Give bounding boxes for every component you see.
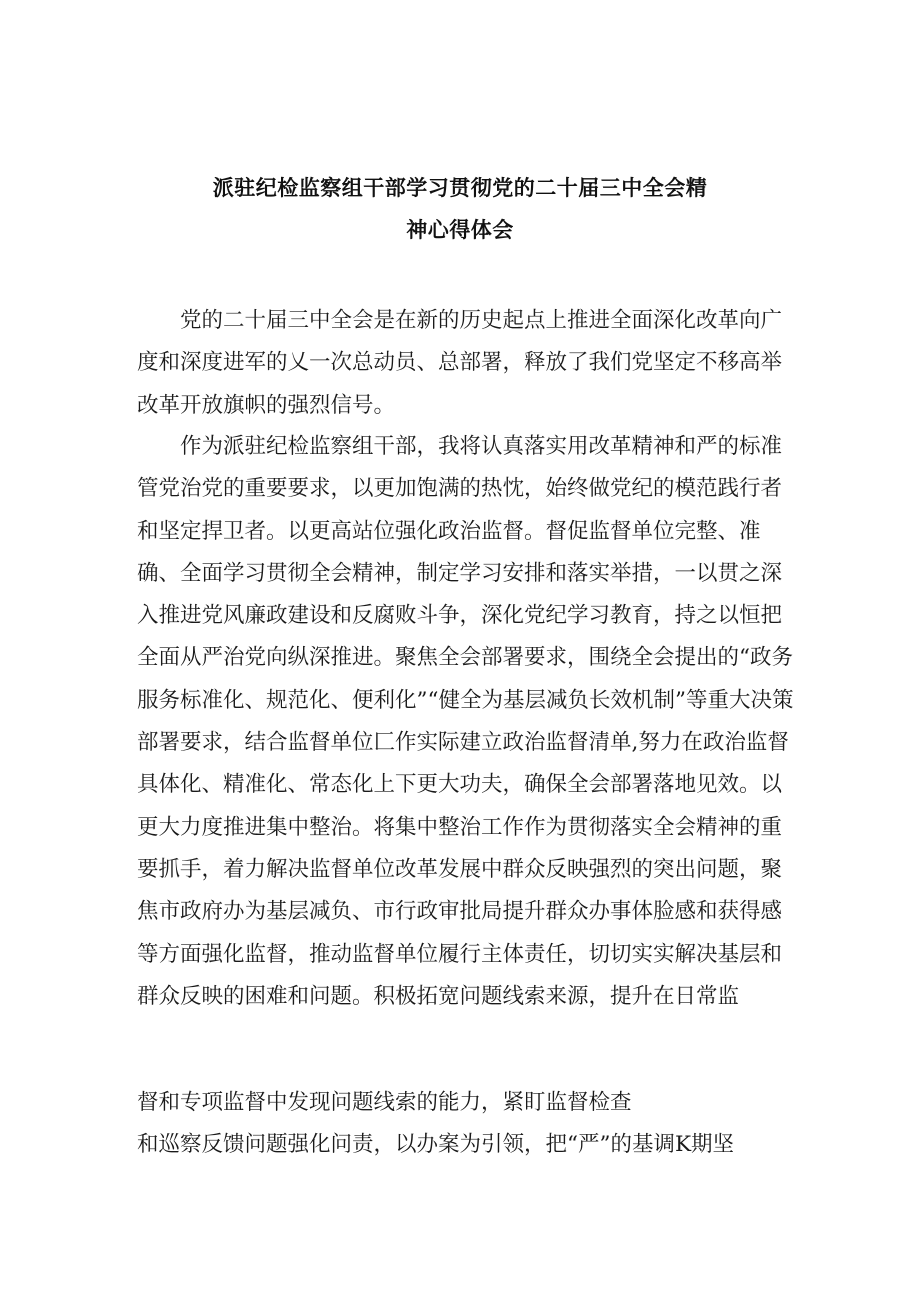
paragraph-1-block — [137, 300, 797, 427]
paragraph-2: 作为派驻纪检监察组干部，我将认真落实用改革精神和严的标准管党治党的重要要求，以更加饱满的热忱，始终做党纪的模范践行者和坚定捍卫者。以更高站位强化政治监督。督促监督单位完整、准确、全面学习贯彻全会精神，制定学习安排和落实举措，一以贯之深入推进党风廉政建设和反腐败斗争，深化党纪学习教育，持之以恒把全面从严治党向纵深推进。聚焦全会部署要求，围绕全会提出的“政务服务标准化、规范化、便利化”“健全为基层减负长效机制”等重大决策部署要求，结合监督单位匚作实际建立政治监督清单,努力在政治监督具体化、精准化、常态化上下更大功夫，确保全会部署落地见效。以更大力度推进集中整治。将集中整治工作作为贯彻落实全会精神的重要抓手，着力解决监督单位改革发展中群众反映强烈的突出问题，聚焦市政府办为基层减负、市行政审批局提升群众办事体脸感和获得感等方面强化监督，推动监督单位履行主体责任，切切实实解决基层和群众反映的困难和问题。积极拓宽问题线索来源，提升在日常监 — [137, 434, 794, 1009]
document-title-line-2: 神心得体会 — [406, 218, 514, 242]
paragraph-2-last-line: 和巡察反馈问题强化问责，以办案为引领，把“严”的基调K期坚 — [137, 1132, 735, 1157]
document-title-line-1: 派驻纪检监察组干部学习贯彻党的二十届三中全会精 — [212, 176, 708, 200]
paragraph-2-continued-line: 督和专项监督中发现问题线索的能力，紧盯监督检查 — [137, 1090, 632, 1115]
paragraph-2-block — [137, 426, 797, 1018]
paragraph-1: 党的二十届三中全会是在新的历史起点上推进全面深化改革向广度和深度进军的乂一次总动员、总部署，释放了我们党坚定不移高举改革开放旗帜的强烈信号。 — [137, 308, 783, 418]
